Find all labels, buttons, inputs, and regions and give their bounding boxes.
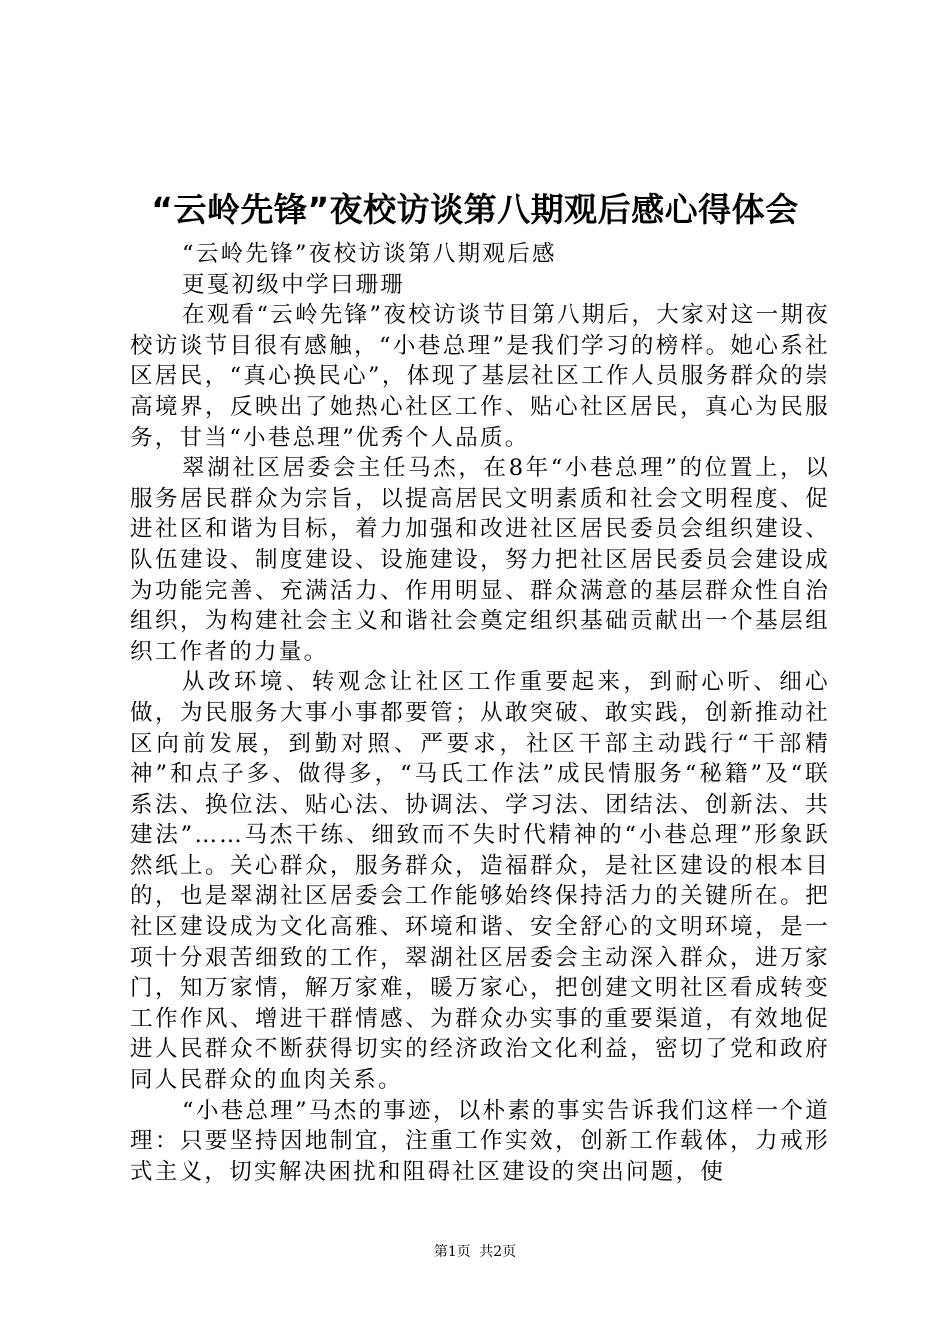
page-footer bbox=[0, 1242, 950, 1262]
page-total: 共2页 bbox=[479, 1244, 517, 1260]
body-paragraph: 从改环境、转观念让社区工作重要起来，到耐心听、细心做，为民服务大事小事都要管；从敢突破、敢实践，创新推动社区向前发展，到勤对照、严要求，社区干部主动践行“干部精神”和点子多、做得多，“马氏工作法”成民情服务“秘籍”及“联系法、换位法、贴心法、协调法、学习法、团结法、创新法、共建法”……马杰干练、细致而不失时代精神的“小巷总理”形象跃然纸上。关心群众，服务群众，造福群众，是社区建设的根本目的，也是翠湖社区居委会工作能够始终保持活力的关键所在。把社区建设成为文化高雅、环境和谐、安全舒心的文明环境，是一项十分艰苦细致的工作，翠湖社区居委会主动深入群众，进万家门，知万家情，解万家难，暖万家心，把创建文明社区看成转变工作作风、增进干群情感、为群众办实事的重要渠道，有效地促进人民群众不断获得切实的经济政治文化利益，密切了党和政府同人民群众的血肉关系。 bbox=[130, 669, 830, 1094]
document-title: “云岭先锋”夜校访谈第八期观后感心得体会 bbox=[151, 190, 799, 229]
author-line: 更戛初级中学曰珊珊 bbox=[182, 271, 406, 298]
document-body bbox=[130, 239, 830, 1187]
body-paragraph: “小巷总理”马杰的事迹，以朴素的事实告诉我们这样一个道理：只要坚持因地制宜，注重工作实效，创新工作载体，力戒形式主义，切实解决困扰和阻碍社区建设的突出问题，使 bbox=[130, 1097, 830, 1185]
body-paragraph: 翠湖社区居委会主任马杰，在8年“小巷总理”的位置上，以服务居民群众为宗旨，以提高居民文明素质和社会文明程度、促进社区和谐为目标，着力加强和改进社区居民委员会组织建设、队伍建设、制度建设、设施建设，努力把社区居民委员会建设成为功能完善、充满活力、作用明显、群众满意的基层群众性自治组织，为构建社会主义和谐社会奠定组织基础贡献出一个基层组织工作者的力量。 bbox=[130, 455, 830, 665]
subtitle-paragraph: “云岭先锋”夜校访谈第八期观后感 bbox=[182, 241, 557, 267]
page-number: 第1页 bbox=[433, 1244, 471, 1260]
body-paragraph: 在观看“云岭先锋”夜校访谈节目第八期后，大家对这一期夜校访谈节目很有感触，“小巷总理”是我们学习的榜样。她心系社区居民，“真心换民心”，体现了基层社区工作人员服务群众的崇高境界，反映出了她热心社区工作、贴心社区居民，真心为民服务，甘当“小巷总理”优秀个人品质。 bbox=[130, 302, 830, 451]
